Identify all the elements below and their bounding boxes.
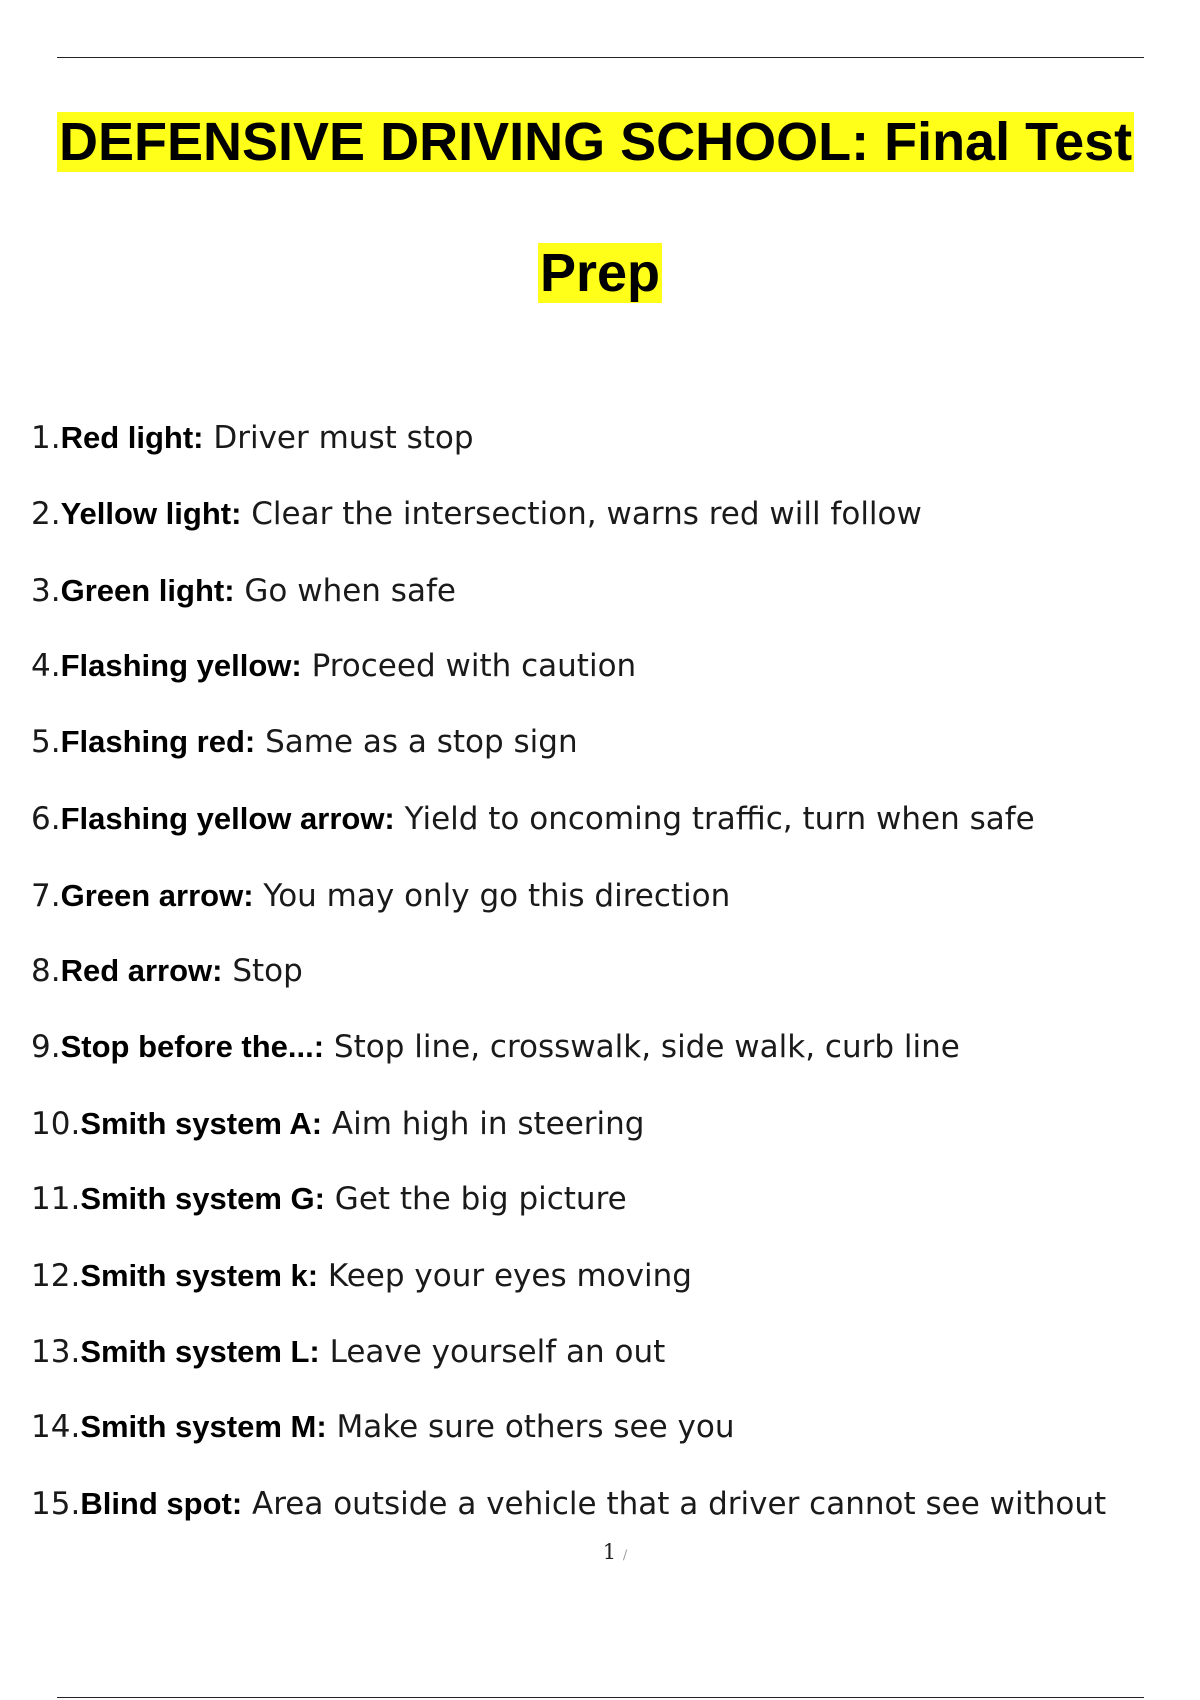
list-item: [31, 799, 1035, 839]
list-item: [31, 1256, 692, 1296]
item-term: Stop before the...:: [60, 1029, 325, 1064]
item-definition: Make sure others see you: [326, 1409, 735, 1445]
item-definition: Get the big picture: [324, 1181, 627, 1217]
list-item: [31, 1484, 1106, 1524]
item-definition: Yield to oncoming traffic, turn when safe: [394, 801, 1035, 837]
item-number: 15.: [31, 1486, 81, 1522]
item-number: 3.: [31, 573, 61, 609]
list-item: [31, 571, 456, 611]
list-item: [31, 494, 922, 534]
item-definition: Go when safe: [234, 573, 456, 609]
item-definition: Proceed with caution: [301, 648, 637, 684]
list-item: [31, 1027, 960, 1067]
page-number-value: 1: [602, 1540, 617, 1564]
item-definition: Driver must stop: [203, 420, 474, 456]
item-number: 8.: [31, 953, 61, 989]
item-definition: Area outside a vehicle that a driver cannot see without: [242, 1486, 1107, 1522]
item-definition: Stop line, crosswalk, side walk, curb line: [324, 1029, 960, 1065]
item-number: 2.: [31, 496, 61, 532]
item-number: 9.: [31, 1029, 61, 1065]
list-item: [31, 876, 730, 916]
item-term: Smith system M:: [80, 1409, 327, 1444]
item-term: Flashing yellow:: [60, 648, 302, 683]
item-number: 6.: [31, 801, 61, 837]
item-term: Green light:: [60, 573, 235, 608]
top-rule: [57, 57, 1144, 58]
item-definition: Clear the intersection, warns red will follow: [241, 496, 922, 532]
item-number: 11.: [31, 1181, 81, 1217]
list-item: [31, 418, 474, 458]
item-definition: Keep your eyes moving: [318, 1258, 692, 1294]
bottom-rule: [57, 1697, 1144, 1698]
title-highlight: DEFENSIVE DRIVING SCHOOL: Final Test: [59, 112, 1133, 172]
item-definition: Same as a stop sign: [255, 724, 578, 760]
item-number: 4.: [31, 648, 61, 684]
item-term: Red light:: [60, 420, 204, 455]
item-term: Smith system k:: [80, 1258, 319, 1293]
list-item: [31, 1179, 627, 1219]
item-term: Smith system A:: [80, 1106, 323, 1141]
item-definition: You may only go this direction: [253, 878, 731, 914]
item-number: 1.: [31, 420, 61, 456]
item-term: Blind spot:: [80, 1486, 243, 1521]
item-definition: Aim high in steering: [322, 1106, 645, 1142]
item-term: Red arrow:: [60, 953, 223, 988]
page-number-separator: /: [622, 1548, 628, 1563]
item-number: 5.: [31, 724, 61, 760]
item-term: Flashing red:: [60, 724, 256, 759]
item-number: 12.: [31, 1258, 81, 1294]
item-definition: Leave yourself an out: [319, 1334, 666, 1370]
item-number: 7.: [31, 878, 61, 914]
item-number: 13.: [31, 1334, 81, 1370]
list-item: [31, 1407, 735, 1447]
title-highlight: Prep: [539, 243, 661, 303]
list-item: [31, 646, 636, 686]
item-number: 10.: [31, 1106, 81, 1142]
item-term: Green arrow:: [60, 878, 254, 913]
item-term: Flashing yellow arrow:: [60, 801, 395, 836]
list-item: [31, 722, 578, 762]
list-item: [31, 951, 303, 991]
item-term: Smith system L:: [80, 1334, 320, 1369]
item-number: 14.: [31, 1409, 81, 1445]
list-item: [31, 1332, 665, 1372]
item-term: Smith system G:: [80, 1181, 325, 1216]
document-title-line-2: [0, 240, 1200, 306]
item-definition: Stop: [222, 953, 303, 989]
document-title-line-1: [57, 109, 1187, 175]
list-item: [31, 1104, 644, 1144]
item-term: Yellow light:: [60, 496, 242, 531]
page-number: [0, 1540, 1200, 1564]
